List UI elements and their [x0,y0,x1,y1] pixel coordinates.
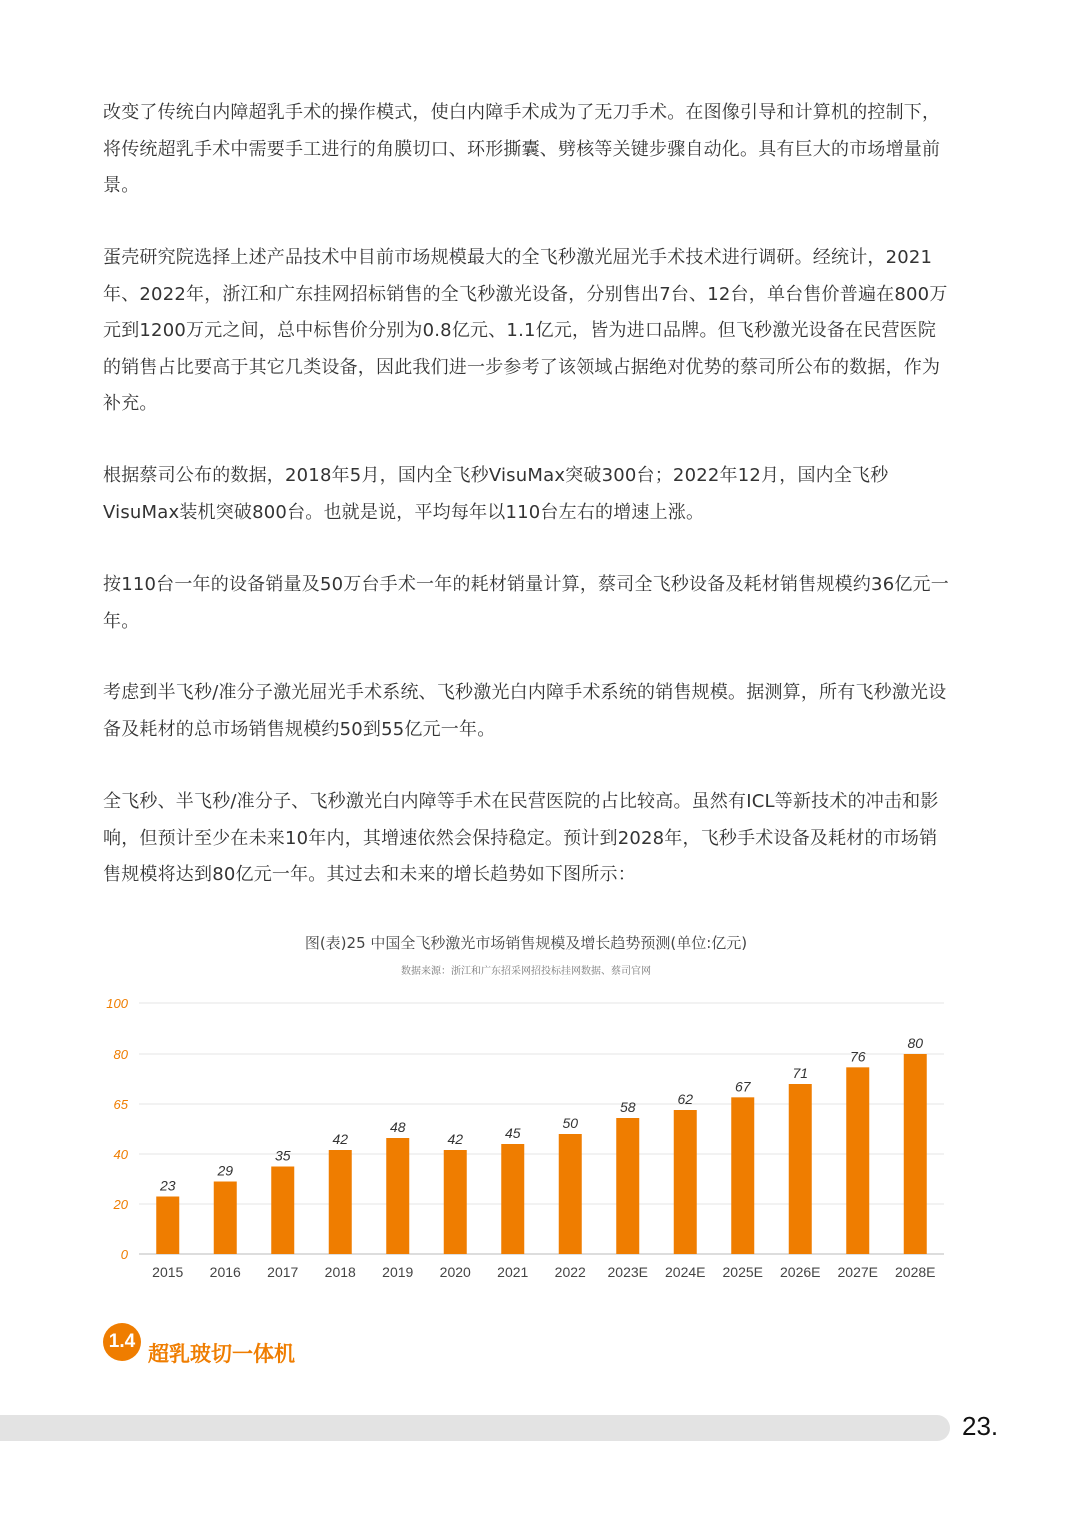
x-tick-label: 2021 [497,1264,529,1280]
data-label: 45 [504,1125,521,1141]
bar [731,1097,754,1254]
x-tick-label: 2023E [607,1264,648,1280]
bar-chart [0,990,1080,1300]
bar [616,1118,639,1254]
data-label: 23 [159,1177,176,1194]
data-label: 58 [619,1099,636,1115]
data-label: 42 [332,1131,349,1147]
bar [271,1167,294,1255]
bar [501,1144,524,1254]
bar [846,1067,869,1254]
y-tick-label: 65 [113,1097,128,1112]
y-tick-label: 100 [106,996,128,1011]
data-label: 42 [447,1131,464,1147]
data-label: 35 [274,1147,291,1164]
data-label: 50 [562,1115,579,1131]
y-tick-label: 20 [113,1197,128,1212]
data-label: 80 [907,1035,924,1051]
paragraph-5: 考虑到半飞秒/准分子激光屈光手术系统、飞秒激光白内障手术系统的销售规模。据测算，所有飞秒激光设备及耗材的总市场销售规模约50到55亿元一年。 [103,682,947,740]
y-tick-label: 0 [120,1247,128,1262]
data-label: 29 [217,1162,234,1179]
x-tick-label: 2024E [665,1264,706,1280]
paragraph-6: 全飞秒、半飞秒/准分子、飞秒激光白内障等手术在民营医院的占比较高。虽然有ICL等新技术的冲击和影响，但预计至少在未来10年内，其增速依然会保持稳定。预计到2028年，飞秒手术设备及耗材的市场销售规模将达到80亿元一年。其过去和未来的增长趋势如下图所示： [103,791,939,885]
data-label: 71 [792,1065,809,1081]
y-tick-label: 40 [113,1147,128,1162]
data-label: 62 [677,1091,694,1107]
paragraph-4: 按110台一年的设备销量及50万台手术一年的耗材销量计算，蔡司全飞秒设备及耗材销售规模约36亿元一年。 [103,574,949,632]
x-tick-label: 2025E [722,1264,763,1280]
bar [559,1134,582,1254]
x-tick-label: 2026E [780,1264,821,1280]
bar [904,1054,927,1254]
bar [214,1182,237,1255]
paragraph-2: 蛋壳研究院选择上述产品技术中目前市场规模最大的全飞秒激光屈光手术技术进行调研。经统计，2021年、2022年，浙江和广东挂网招标销售的全飞秒激光设备，分别售出7台、12台，单台售价普遍在800万元到1200万元之间，总中标售价分别为0.8亿元、1.1亿元，皆为进口品牌。但飞秒激光设备在民营医院的销售占比要高于其它几类设备，因此我们进一步参考了该领域占据绝对优势的蔡司所公布的数据，作为补充。 [103,247,948,414]
bar [674,1110,697,1254]
data-label: 67 [734,1078,751,1095]
x-tick-label: 2018 [324,1264,356,1280]
x-tick-label: 2027E [837,1264,878,1280]
bar [789,1084,812,1254]
bar [329,1150,352,1254]
page-number: 23. [962,1411,999,1441]
x-tick-label: 2022 [554,1264,586,1280]
paragraph-1: 改变了传统白内障超乳手术的操作模式，使白内障手术成为了无刀手术。在图像引导和计算机的控制下，将传统超乳手术中需要手工进行的角膜切口、环形撕囊、劈核等关键步骤自动化。具有巨大的市场增量前景。 [103,102,941,196]
section-title: 超乳玻切一体机 [148,1342,295,1366]
x-tick-label: 2017 [267,1264,299,1280]
footer-bar [0,1415,950,1441]
data-label: 76 [849,1048,866,1065]
bar [386,1138,409,1254]
chart-source: 数据来源：浙江和广东招采网招投标挂网数据、蔡司官网 [401,966,651,977]
chart-title: 图(表)25 中国全飞秒激光市场销售规模及增长趋势预测(单位:亿元) [304,934,748,952]
y-tick-label: 80 [113,1047,128,1062]
data-label: 48 [389,1119,406,1135]
section-number-badge: 1.4 [103,1323,141,1361]
x-tick-label: 2016 [209,1264,241,1280]
bar [156,1197,179,1255]
x-tick-label: 2019 [382,1264,414,1280]
x-tick-label: 2020 [439,1264,471,1280]
paragraph-3: 根据蔡司公布的数据，2018年5月，国内全飞秒VisuMax突破300台；2022年12月，国内全飞秒VisuMax装机突破800台。也就是说，平均每年以110台左右的增速上涨。 [103,465,889,523]
x-tick-label: 2028E [895,1264,936,1280]
x-tick-label: 2015 [152,1264,184,1280]
bar [444,1150,467,1254]
